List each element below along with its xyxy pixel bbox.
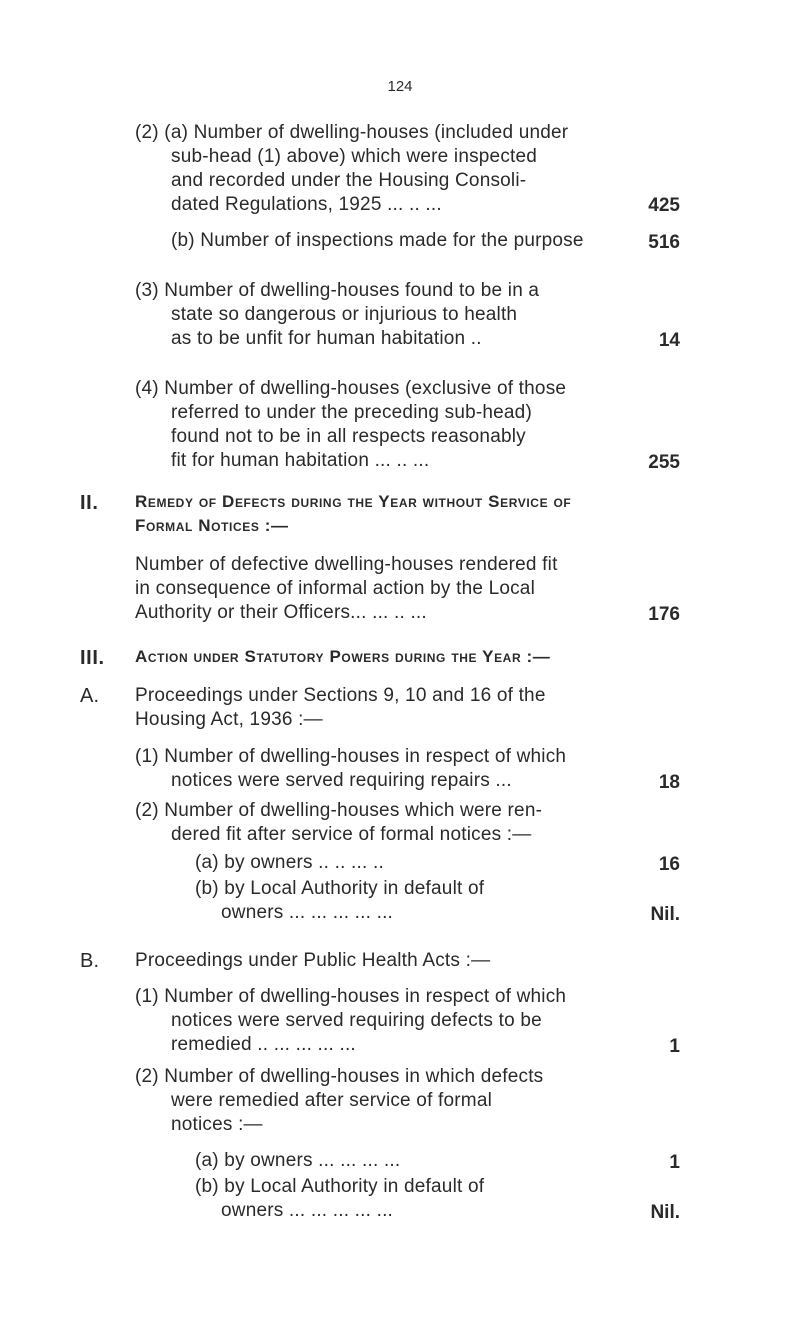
item-4-line-2: referred to under the preceding sub-head) (171, 402, 532, 423)
section-b-item-2-line-1: (2) Number of dwelling-houses in which defects (135, 1066, 544, 1087)
item-4-line-3: found not to be in all respects reasonably (171, 426, 526, 447)
item-3-line-2: state so dangerous or injurious to health (171, 304, 518, 325)
section-a-item-1-line-2: notices were served requiring repairs ... (171, 770, 512, 791)
page-number: 124 (387, 78, 413, 95)
section-2-line-2: in consequence of informal action by the Local (135, 578, 535, 599)
section-a-item-2b-line-2: owners ... ... ... ... ... (221, 902, 394, 923)
section-b-item-2a-text: (a) by owners ... ... ... ... (195, 1150, 401, 1171)
section-a-heading-line-1: Proceedings under Sections 9, 10 and 16 of the (135, 685, 546, 706)
section-a-item-2a-text: (a) by owners .. .. ... .. (195, 852, 384, 873)
section-b-marker: B. (80, 950, 100, 972)
section-b-item-2b-value: Nil. (650, 1202, 680, 1223)
item-3-value: 14 (658, 330, 680, 351)
section-a-item-2-line-2: dered fit after service of formal notices :— (171, 824, 532, 845)
item-2b-text: (b) Number of inspections made for the purpose (171, 230, 584, 251)
section-a-heading-line-2: Housing Act, 1936 :— (135, 709, 323, 730)
item-2a-value: 425 (648, 195, 680, 216)
section-b-item-2b-line-2: owners ... ... ... ... ... (221, 1200, 394, 1221)
section-3-heading: Action under Statutory Powers during the Year :— (135, 647, 551, 666)
item-2b-value: 516 (648, 232, 680, 253)
item-3-line-3: as to be unfit for human habitation .. (171, 328, 482, 349)
section-b-item-1-line-3: remedied .. ... ... ... ... (171, 1034, 356, 1055)
section-2-value: 176 (648, 604, 680, 625)
section-b-item-2b-line-1: (b) by Local Authority in default of (195, 1176, 485, 1197)
section-a-item-1-value: 18 (658, 772, 680, 793)
section-b-item-1-value: 1 (669, 1036, 680, 1057)
section-3-marker: III. (80, 647, 105, 669)
section-b-heading: Proceedings under Public Health Acts :— (135, 950, 491, 971)
item-2a-line-3: and recorded under the Housing Consoli- (171, 170, 527, 191)
section-b-item-2-line-2: were remedied after service of formal (171, 1090, 493, 1111)
section-2-heading-line-2: Formal Notices :— (135, 516, 289, 535)
section-2-heading-line-1: Remedy of Defects during the Year without Service of (135, 492, 572, 511)
section-2-line-3: Authority or their Officers... ... .. ... (135, 602, 427, 623)
section-2-line-1: Number of defective dwelling-houses rendered fit (135, 554, 558, 575)
item-2a-line-1: (2) (a) Number of dwelling-houses (included under (135, 122, 569, 143)
section-b-item-1-line-1: (1) Number of dwelling-houses in respect of which (135, 986, 567, 1007)
item-4-value: 255 (648, 452, 680, 473)
section-a-item-2-line-1: (2) Number of dwelling-houses which were ren- (135, 800, 543, 821)
item-4-line-1: (4) Number of dwelling-houses (exclusive of those (135, 378, 567, 399)
item-2a-line-4: dated Regulations, 1925 ... .. ... (171, 194, 442, 215)
section-b-item-1-line-2: notices were served requiring defects to be (171, 1010, 542, 1031)
section-b-item-2-line-3: notices :— (171, 1114, 263, 1135)
item-4-line-4: fit for human habitation ... .. ... (171, 450, 430, 471)
section-a-item-1-line-1: (1) Number of dwelling-houses in respect of which (135, 746, 567, 767)
section-a-marker: A. (80, 685, 100, 707)
section-a-item-2b-value: Nil. (650, 904, 680, 925)
section-a-item-2a-value: 16 (658, 854, 680, 875)
item-3-line-1: (3) Number of dwelling-houses found to be in a (135, 280, 540, 301)
section-2-marker: II. (80, 492, 99, 514)
section-a-item-2b-line-1: (b) by Local Authority in default of (195, 878, 485, 899)
item-2a-line-2: sub-head (1) above) which were inspected (171, 146, 538, 167)
section-b-item-2a-value: 1 (669, 1152, 680, 1173)
